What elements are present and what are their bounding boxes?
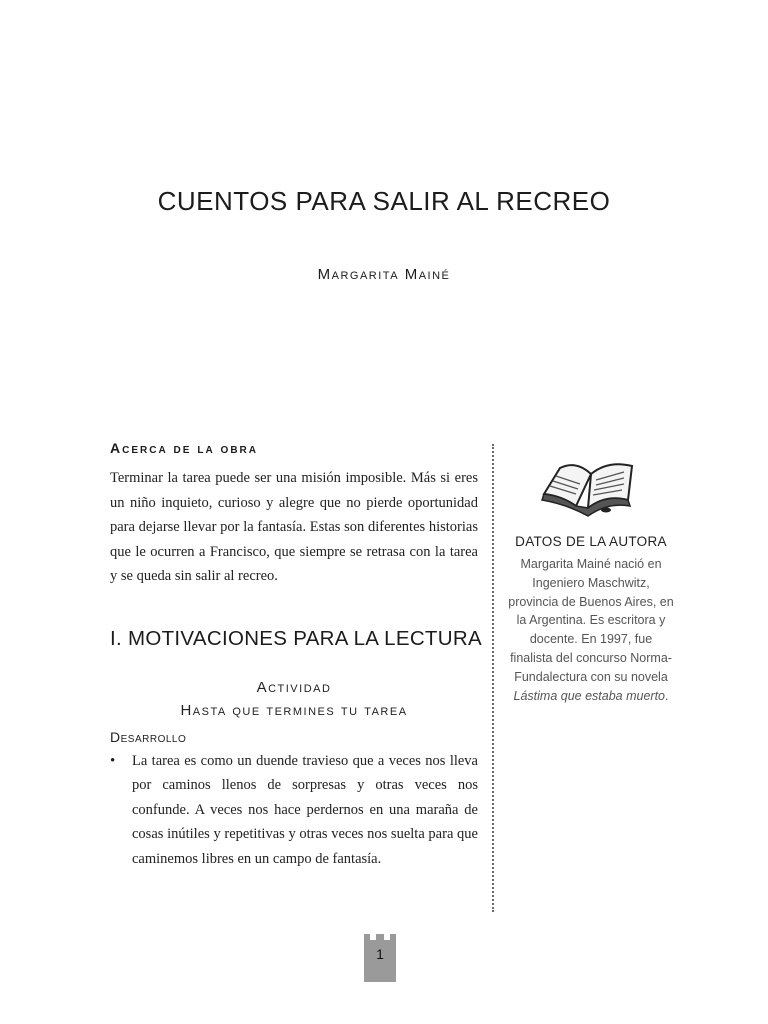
sidebar-text <box>508 555 674 705</box>
section-title: I. MOTIVACIONES PARA LA LECTURA <box>110 626 482 650</box>
book-title: CUENTOS PARA SALIR AL RECREO <box>157 186 611 216</box>
list-item <box>110 749 478 872</box>
page-number-badge <box>364 934 396 982</box>
development-label: Desarrollo <box>110 728 187 745</box>
page-number: 1 <box>376 946 384 962</box>
about-heading: Acerca de la obra <box>110 440 259 456</box>
bio-end: . <box>665 688 669 703</box>
open-book-icon <box>536 450 646 522</box>
author-sidebar <box>508 450 674 705</box>
about-text: Terminar la tarea puede ser una misión imposible. Más si eres un niño inquieto, curioso y alegre que no pierde oportunidad para dejarse llevar por la fantasía. Estas son diferentes historias que le ocurren a Francisco, que siempre se retrasa con la tarea y se queda sin salir al recreo. <box>110 470 478 584</box>
bullet-text: La tarea es como un duende travieso que a veces nos lleva por caminos llenos de sorpresas y otras veces nos confunde. A veces nos hace perdernos en una maraña de cosas inútiles y repetitivas y otras veces nos suelta para que caminemos libres en un campo de fantasía. <box>132 752 478 867</box>
novel-title: Lástima que estaba muerto <box>513 688 665 703</box>
author-name: Margarita Mainé <box>317 266 451 283</box>
activity-title: Hasta que termines tu tarea <box>180 701 408 719</box>
sidebar-title: DATOS DE LA AUTORA <box>515 534 667 549</box>
activity-label: Actividad <box>256 678 332 696</box>
bullet-icon: • <box>110 752 116 769</box>
author-bio: Margarita Mainé nació en Ingeniero Maschwitz, provincia de Buenos Aires, en la Argentina. Es escritora y docente. En 1997, fue finalista del concurso Norma-Fundalectura con su novela <box>508 557 674 684</box>
main-column <box>110 440 482 871</box>
column-divider <box>492 444 494 912</box>
